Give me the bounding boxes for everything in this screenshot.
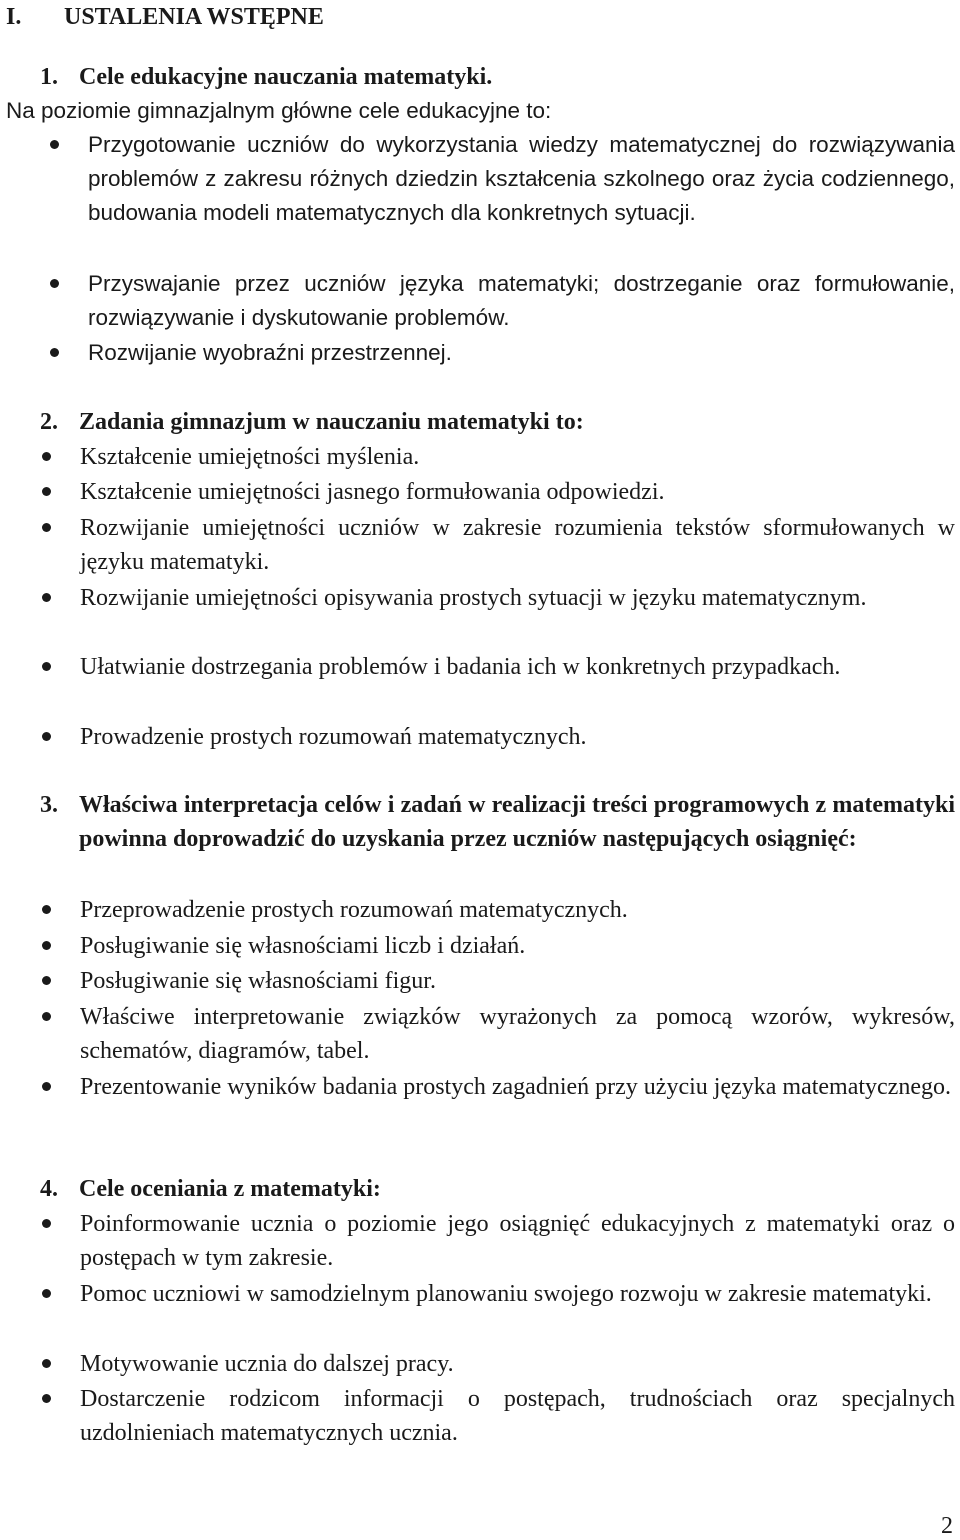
section-3-number: 3. xyxy=(40,792,58,818)
list-item xyxy=(80,511,955,579)
section-3-heading xyxy=(40,788,955,856)
bullet-icon xyxy=(42,593,51,602)
list-item-text: Rozwijanie umiejętności opisywania prostych sytuacji w języku matematycznym. xyxy=(80,585,867,611)
list-item xyxy=(88,336,955,370)
document-heading xyxy=(6,0,324,34)
section-2-title: Zadania gimnazjum w nauczaniu matematyki to: xyxy=(79,409,584,435)
list-item xyxy=(80,1382,955,1450)
heading-number: I. xyxy=(6,4,22,30)
list-item-text: Przyswajanie przez uczniów języka matematyki; dostrzeganie oraz formułowanie, rozwiązywanie i dyskutowanie problemów. xyxy=(88,271,955,330)
list-item-text: Posługiwanie się własnościami figur. xyxy=(80,968,436,994)
bullet-icon xyxy=(42,1012,51,1021)
section-4-title: Cele oceniania z matematyki: xyxy=(79,1176,381,1202)
section-1-heading xyxy=(40,60,492,94)
list-item xyxy=(80,720,955,754)
list-item-text: Kształcenie umiejętności myślenia. xyxy=(80,444,420,470)
list-item xyxy=(80,650,955,684)
list-item-text: Przeprowadzenie prostych rozumowań matematycznych. xyxy=(80,897,628,923)
list-item-text: Właściwe interpretowanie związków wyrażonych za pomocą wzorów, wykresów, schematów, diagramów, tabel. xyxy=(80,1004,955,1064)
page-number: 2 xyxy=(941,1513,953,1539)
section-2-number: 2. xyxy=(40,409,58,435)
list-item-text: Rozwijanie umiejętności uczniów w zakresie rozumienia tekstów sformułowanych w języku matematyki. xyxy=(80,515,955,575)
list-item-text: Dostarczenie rodzicom informacji o postępach, trudnościach oraz specjalnych uzdolnieniach matematycznych ucznia. xyxy=(80,1386,955,1446)
section-4-number: 4. xyxy=(40,1176,58,1202)
list-item-text: Prezentowanie wyników badania prostych zagadnień przy użyciu języka matematycznego. xyxy=(80,1074,951,1100)
bullet-icon xyxy=(42,487,51,496)
bullet-icon xyxy=(42,523,51,532)
list-item xyxy=(88,267,955,335)
list-item-text: Poinformowanie ucznia o poziomie jego osiągnięć edukacyjnych z matematyki oraz o postępach w tym zakresie. xyxy=(80,1211,955,1271)
list-item xyxy=(80,475,955,509)
bullet-icon xyxy=(42,976,51,985)
list-item xyxy=(80,1000,955,1068)
bullet-icon xyxy=(42,732,51,741)
bullet-icon xyxy=(42,1359,51,1368)
section-3-title: Właściwa interpretacja celów i zadań w realizacji treści programowych z matematyki powinna doprowadzić do uzyskania przez uczniów następujących osiągnięć: xyxy=(79,792,955,852)
bullet-icon xyxy=(42,905,51,914)
list-item xyxy=(80,1207,955,1275)
section-1-title: Cele edukacyjne nauczania matematyki. xyxy=(79,64,493,90)
bullet-icon xyxy=(42,452,51,461)
list-item xyxy=(80,440,955,474)
list-item-text: Rozwijanie wyobraźni przestrzennej. xyxy=(88,340,452,365)
list-item-text: Pomoc uczniowi w samodzielnym planowaniu swojego rozwoju w zakresie matematyki. xyxy=(80,1281,932,1307)
list-item xyxy=(88,128,955,230)
list-item xyxy=(80,929,955,963)
bullet-icon xyxy=(42,1289,51,1298)
list-item-text: Kształcenie umiejętności jasnego formułowania odpowiedzi. xyxy=(80,479,665,505)
bullet-icon xyxy=(42,941,51,950)
section-1-number: 1. xyxy=(40,64,58,90)
bullet-icon xyxy=(42,1394,51,1403)
bullet-icon xyxy=(50,140,59,149)
list-item xyxy=(80,581,955,615)
list-item xyxy=(80,1070,955,1104)
list-item xyxy=(80,1347,955,1381)
heading-title: USTALENIA WSTĘPNE xyxy=(64,4,324,30)
list-item-text: Przygotowanie uczniów do wykorzystania wiedzy matematycznej do rozwiązywania problemów z zakresu różnych dziedzin kształcenia szkolnego oraz życia codziennego, budowania modeli matematycznych dla konkretnych sytuacji. xyxy=(88,132,955,225)
list-item xyxy=(80,893,955,927)
bullet-icon xyxy=(42,662,51,671)
bullet-icon xyxy=(42,1219,51,1228)
list-item-text: Prowadzenie prostych rozumowań matematycznych. xyxy=(80,724,587,750)
list-item xyxy=(80,1277,955,1311)
section-4-heading xyxy=(40,1172,381,1206)
list-item-text: Ułatwianie dostrzegania problemów i badania ich w konkretnych przypadkach. xyxy=(80,654,841,680)
bullet-icon xyxy=(50,279,59,288)
section-1-intro: Na poziomie gimnazjalnym główne cele edukacyjne to: xyxy=(6,98,552,123)
bullet-icon xyxy=(50,348,59,357)
bullet-icon xyxy=(42,1082,51,1091)
section-2-heading xyxy=(40,405,584,439)
list-item-text: Posługiwanie się własnościami liczb i działań. xyxy=(80,933,526,959)
list-item-text: Motywowanie ucznia do dalszej pracy. xyxy=(80,1351,454,1377)
list-item xyxy=(80,964,955,998)
